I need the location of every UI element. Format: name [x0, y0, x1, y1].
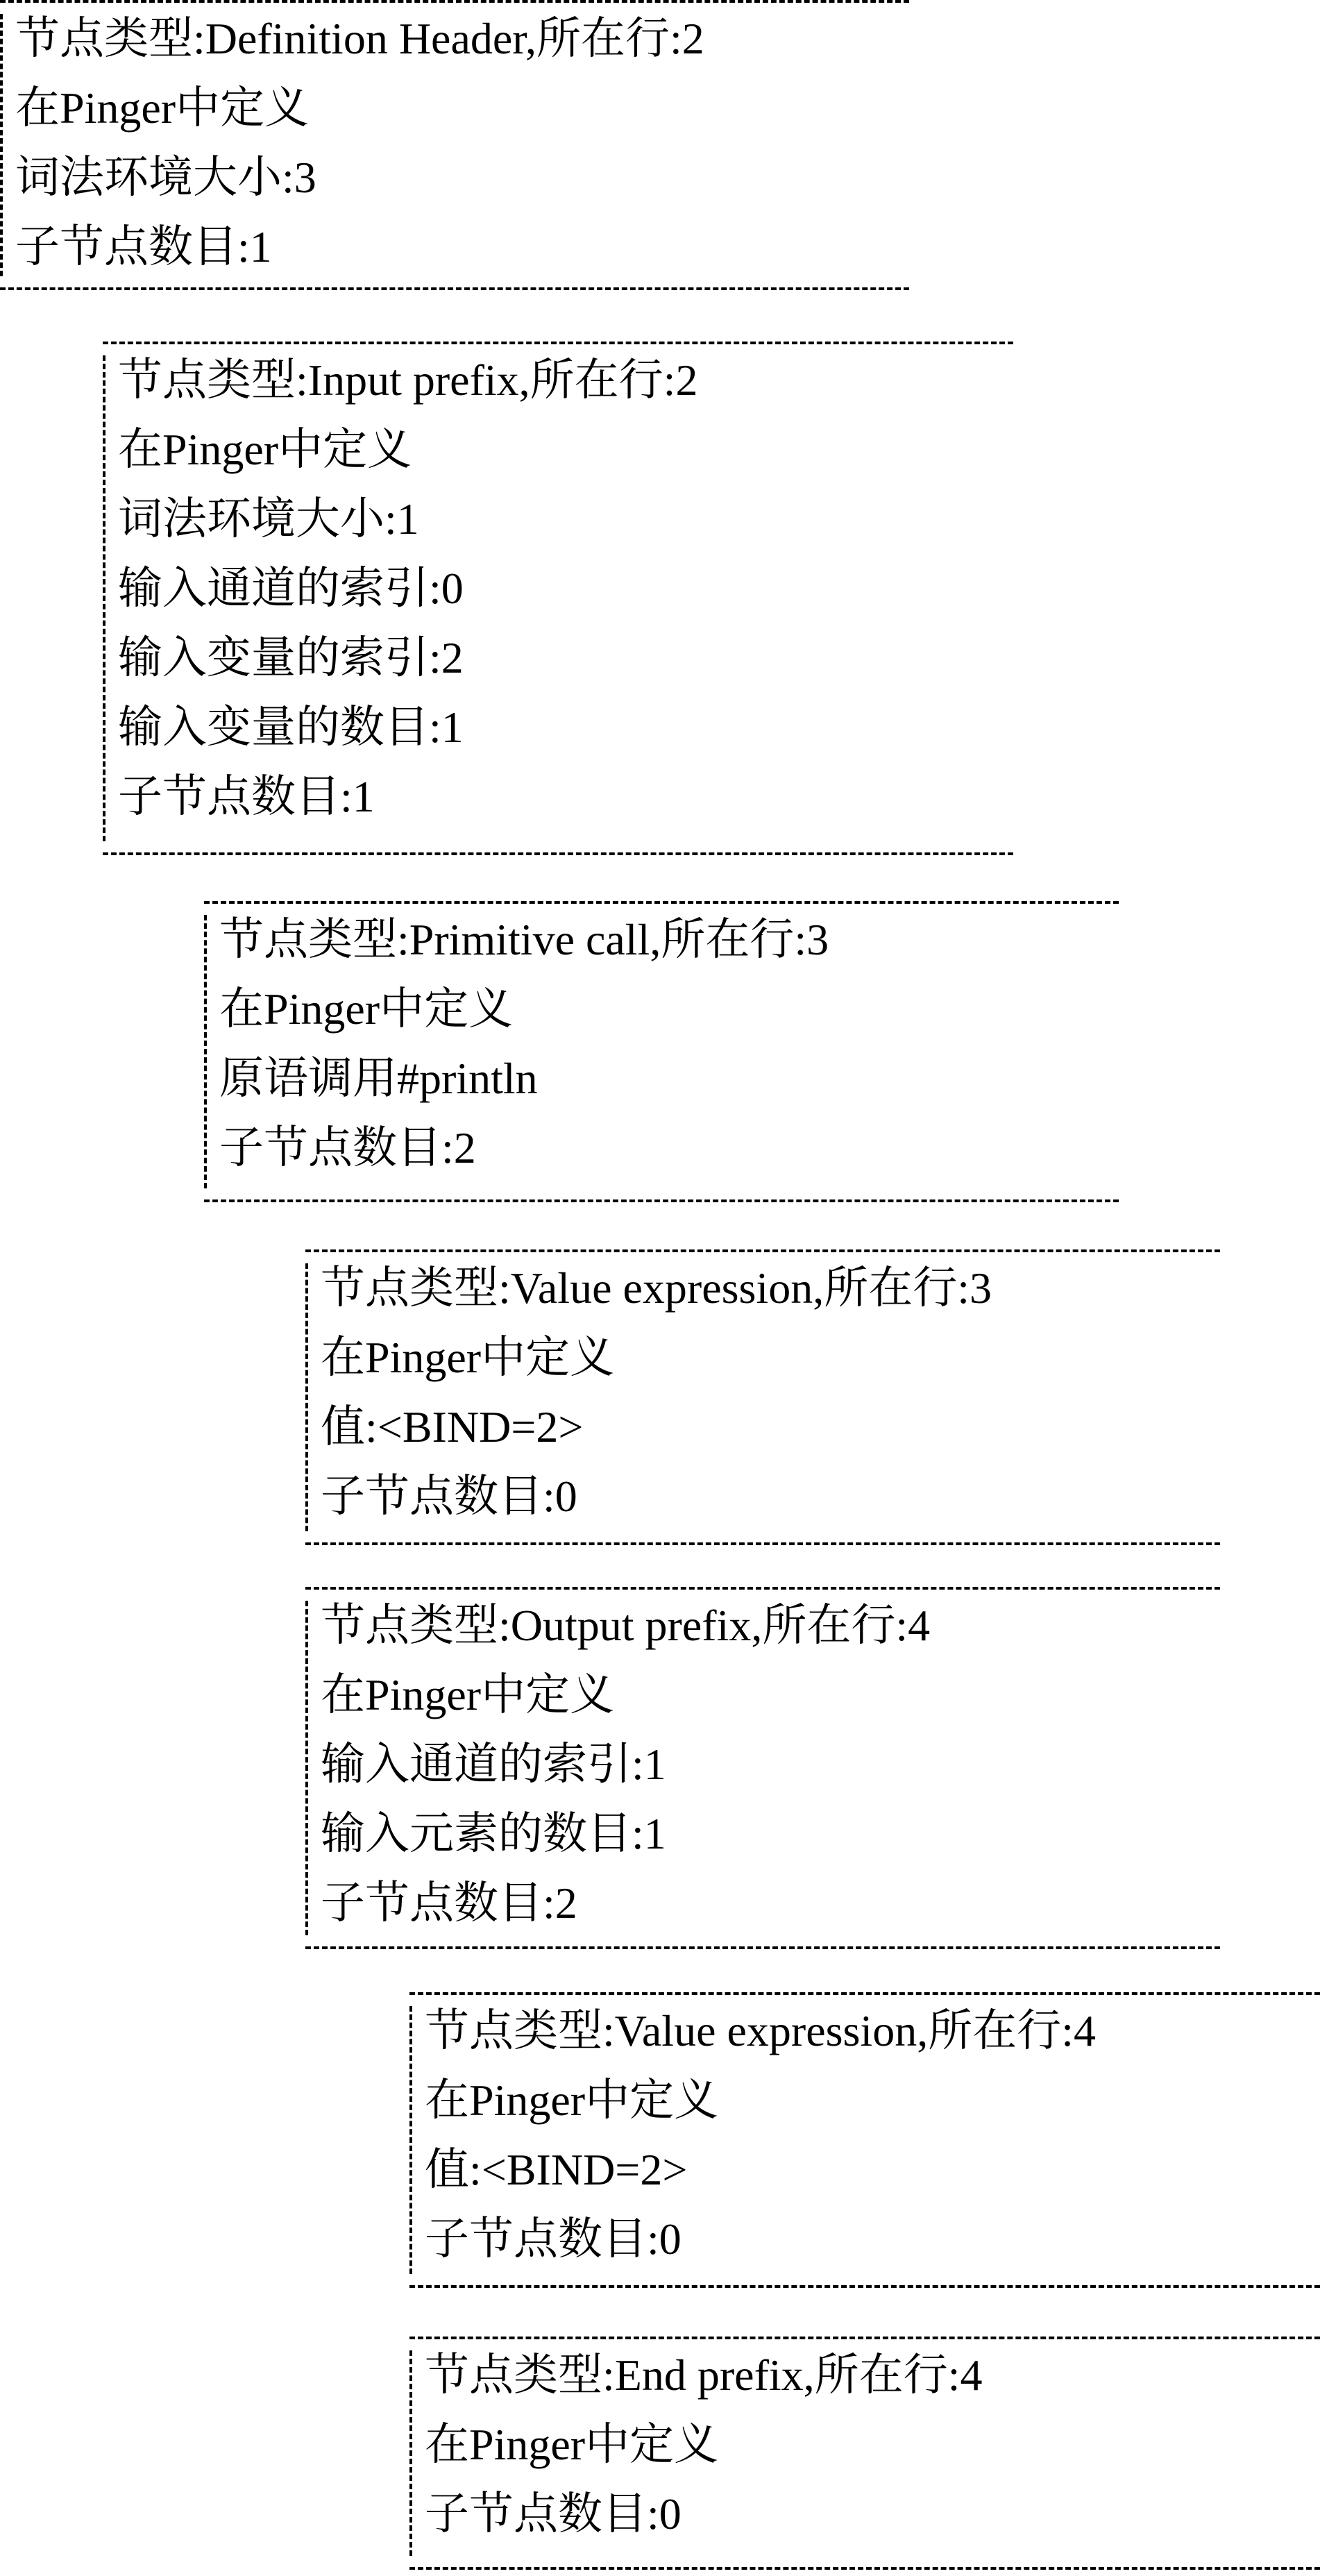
node-left-border — [305, 1263, 308, 1531]
child-count-line: 子节点数目:0 — [321, 1472, 577, 1521]
child-count-line: 子节点数目:1 — [15, 222, 272, 271]
node-type-line: 节点类型:Input prefix,所在行:2 — [118, 355, 698, 405]
tree-node-output-prefix — [305, 1587, 1220, 1949]
node-left-border — [409, 2350, 412, 2556]
lexical-env-size-line: 词法环境大小:3 — [15, 153, 316, 202]
lexical-env-size-line: 词法环境大小:1 — [118, 494, 419, 544]
child-count-line: 子节点数目:2 — [219, 1123, 476, 1172]
defined-in-line: 在Pinger中定义 — [321, 1333, 615, 1382]
input-variable-count-line: 输入变量的数目:1 — [118, 702, 464, 752]
child-count-line: 子节点数目:1 — [118, 772, 375, 821]
input-channel-index-line: 输入通道的索引:1 — [321, 1740, 666, 1789]
node-left-border — [0, 14, 3, 276]
primitive-call-line: 原语调用#println — [219, 1054, 538, 1103]
node-left-border — [103, 355, 105, 841]
defined-in-line: 在Pinger中定义 — [425, 2076, 719, 2125]
tree-node-end-prefix — [409, 2337, 1320, 2570]
node-left-border — [305, 1601, 308, 1935]
tree-node-value-expression — [409, 1992, 1320, 2288]
node-type-line: 节点类型:Primitive call,所在行:3 — [219, 915, 829, 964]
defined-in-line: 在Pinger中定义 — [425, 2420, 719, 2469]
node-type-line: 节点类型:Value expression,所在行:4 — [425, 2006, 1096, 2055]
node-type-line: 节点类型:End prefix,所在行:4 — [425, 2350, 983, 2400]
tree-node-primitive-call — [204, 901, 1119, 1202]
input-variable-index-line: 输入变量的索引:2 — [118, 633, 464, 682]
tree-node-definition-header — [0, 0, 909, 290]
defined-in-line: 在Pinger中定义 — [321, 1670, 615, 1719]
child-count-line: 子节点数目:2 — [321, 1878, 577, 1928]
node-left-border — [409, 2006, 412, 2274]
node-type-line: 节点类型:Value expression,所在行:3 — [321, 1263, 992, 1313]
tree-node-input-prefix — [103, 342, 1013, 855]
value-line: 值:<BIND=2> — [425, 2145, 688, 2194]
defined-in-line: 在Pinger中定义 — [219, 984, 514, 1034]
tree-node-value-expression — [305, 1249, 1220, 1545]
defined-in-line: 在Pinger中定义 — [118, 425, 412, 474]
child-count-line: 子节点数目:0 — [425, 2489, 682, 2539]
input-channel-index-line: 输入通道的索引:0 — [118, 564, 464, 613]
value-line: 值:<BIND=2> — [321, 1402, 584, 1451]
defined-in-line: 在Pinger中定义 — [15, 83, 310, 133]
node-type-line: 节点类型:Definition Header,所在行:2 — [15, 14, 704, 63]
child-count-line: 子节点数目:0 — [425, 2214, 682, 2264]
node-left-border — [204, 915, 207, 1188]
input-element-count-line: 输入元素的数目:1 — [321, 1809, 666, 1858]
node-type-line: 节点类型:Output prefix,所在行:4 — [321, 1601, 931, 1650]
